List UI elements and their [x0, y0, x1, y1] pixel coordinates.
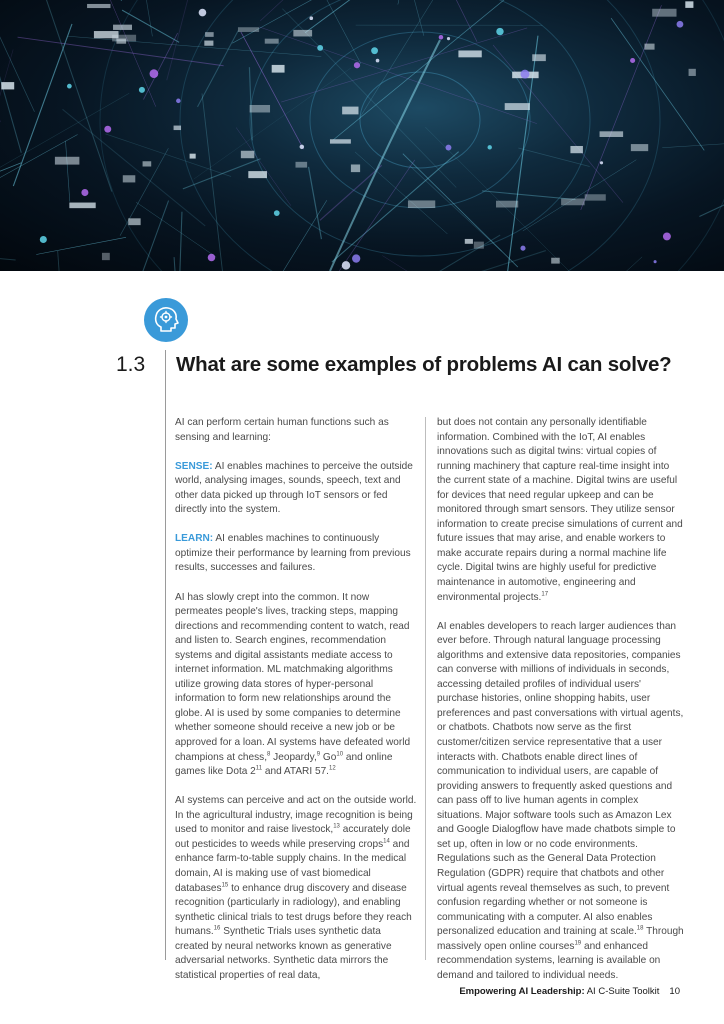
footer-title: Empowering AI Leadership:: [459, 986, 585, 997]
paragraph-learn: LEARN: AI enables machines to continuously optimize their performance by learning from previous results, successes and failures.: [175, 533, 411, 574]
section-divider: [165, 350, 166, 960]
left-column: [175, 416, 417, 998]
footnote-ref: 17: [541, 591, 549, 598]
footnote-ref: 19: [574, 940, 582, 947]
paragraph: AI enables developers to reach larger audiences than ever before. Through natural language processing algorithms and extensive data repositories, companies can converse with millions of individuals in seconds, accessing detailed profiles of individual users' purchase histories, online shopping habits, user preferences and past conversations with virtual agents, or chatbots. Chatbots now serve as the first customer/citizen service representative that a user interacts with. Chatbots enable direct lines of communication to individual users, are capable of providing answers to frequently asked questions and can pass off to live human agents in complex situations. Major software tools such as Amazon Lex and Google Dialogflow have made chatbots simple to set up, often in low or no code environments. Regulations such as the General Data Protection Regulation (GDPR) require that chatbots and other virtual agents reveal themselves as such, to prevent confusion regarding whether or not someone is communicating with a computer. AI also enables personalized education and training at scale.$^{18}$ Through massively open online courses$^{19}$ and enhanced recommendation systems, learning is available on demand and tailored to individual needs.: [437, 620, 684, 981]
footnote-ref: 13: [333, 823, 340, 830]
paragraph: AI can perform certain human functions such as sensing and learning:: [175, 417, 389, 443]
paragraph: AI has slowly crept into the common. It now permeates people's lives, tracking steps, mapping directions and recommending content to watch, read and listen to. Search engines, recommendation systems and digital assistants mediate access to internet information. ML matchmaking algorithms utilize growing data stores of hyper-personal information to form new relationships around the globe. AI is used by some companies to determine whether someone should receive a new job or be approved for a loan. AI systems have defeated world champions at chess,$^8$ Jeopardy,$^9$ Go$^{10}$ and online games like Dota $2^{11}$ and ATARI 57.12: [175, 591, 411, 778]
footnote-ref: 10: [336, 751, 344, 758]
paragraph: but does not contain any personally identifiable information. Combined with the IoT, AI enables innovations such as digital twins: virtual copies of running machinery that capture real-time insight into the current state of a machine. Digital twins are useful for devices that need regular upkeep and can be monitored through smart sensors. They utilize sensor information to create precise simulations of current and future issues that may arise, and enable workers to make accurate repairs during a normal machine life cycle. Digital twins are highly useful for predictive maintenance in automotive, engineering and environmental projects.$^{17}$: [437, 417, 683, 603]
section-title: What are some examples of problems AI can solve?: [176, 353, 672, 376]
page-number: 10: [669, 986, 680, 997]
footnote-ref: 8: [267, 751, 271, 758]
section-number: 1.3: [116, 353, 146, 376]
paragraph: AI systems can perceive and act on the outside world. In the agricultural industry, image recognition is being used to monitor and raise livestock,$^{13}$ accurately dole out pesticides to weeds while preserving crops$^{14}$ and enhance farm-to-table supply chains. In the medical domain, AI is making use of vast biomedical databases$^{15}$ to enhance drug discovery and disease recognition (particularly in radiology), and enabling synthetic clinical trials to test drugs before they reach humans.$^{16}$ Synthetic Trials uses synthetic data created by neural networks known as generative adversarial networks. Synthetic data mirrors the statistical properties of real data,: [175, 795, 417, 981]
footnote-ref: 12: [329, 765, 336, 772]
column-divider: [425, 417, 426, 960]
footnote-ref: 14: [383, 838, 390, 845]
paragraph-sense: SENSE: AI enables machines to perceive the outside world, analysing images, sounds, speech, text and other data picked up through IoT sensors or fed directly into the system.: [175, 460, 413, 516]
footnote-ref: 11: [255, 765, 263, 772]
hero-image: [0, 0, 724, 271]
page-footer: [459, 986, 680, 997]
ai-head-gear-icon: [144, 298, 188, 342]
sense-label: SENSE:: [175, 460, 213, 472]
footnote-ref: 15: [221, 882, 229, 889]
footnote-ref: 18: [636, 925, 644, 932]
network-visualization: [0, 0, 724, 271]
footnote-ref: 9: [316, 751, 321, 758]
footer-subtitle: AI C-Suite Toolkit: [584, 986, 660, 997]
footnote-ref: 16: [213, 925, 221, 932]
right-column: [437, 416, 685, 998]
learn-label: LEARN:: [175, 533, 214, 545]
